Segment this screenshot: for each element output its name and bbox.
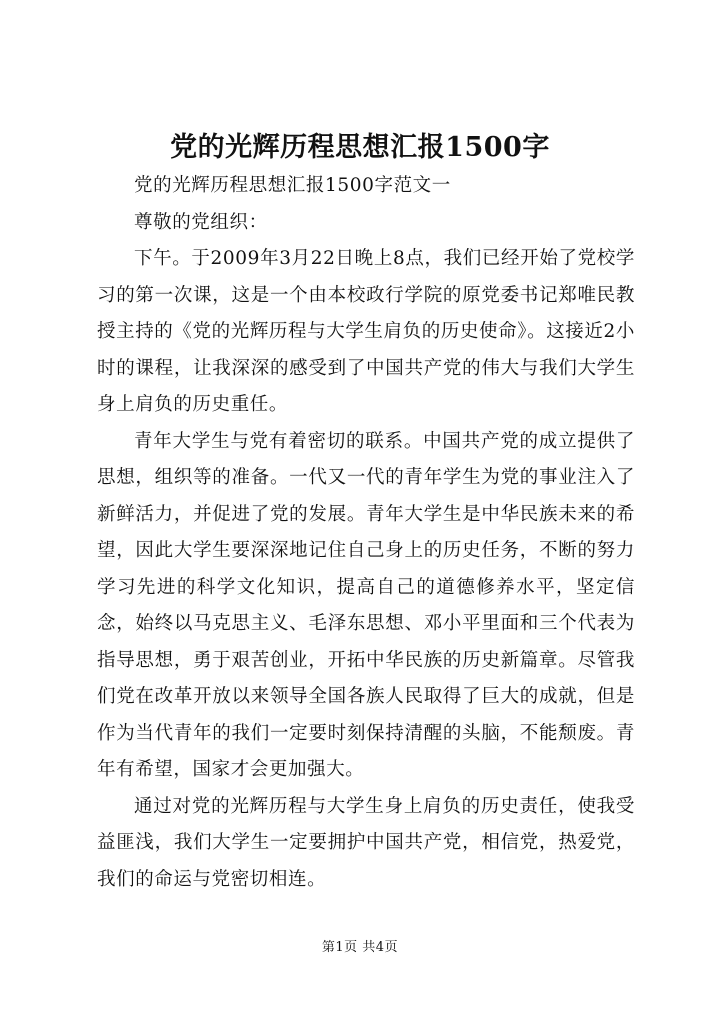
subtitle-paragraph: 党的光辉历程思想汇报1500字范文一 bbox=[134, 175, 451, 196]
document-body bbox=[97, 168, 635, 898]
body-paragraph: 青年大学生与党有着密切的联系。中国共产党的成立提供了思想，组织等的准备。一代又一代的青年学生为党的事业注入了新鲜活力，并促进了党的发展。青年大学生是中华民族未来的希望，因此大学生要深深地记住自己身上的历史任务，不断的努力学习先进的科学文化知识，提高自己的道德修养水平，坚定信念，始终以马克思主义、毛泽东思想、邓小平里面和三个代表为指导思想，勇于艰苦创业，开拓中华民族的历史新篇章。尽管我们党在改革开放以来领导全国各族人民取得了巨大的成就，但是作为当代青年的我们一定要时刻保持清醒的头脑，不能颓废。青年有希望，国家才会更加强大。 bbox=[97, 430, 635, 780]
body-paragraph: 通过对党的光辉历程与大学生身上肩负的历史责任，使我受益匪浅，我们大学生一定要拥护中国共产党，相信党，热爱党，我们的命运与党密切相连。 bbox=[97, 795, 635, 890]
document-title: 党的光辉历程思想汇报1500字 bbox=[170, 132, 550, 163]
salutation-paragraph: 尊敬的党组织： bbox=[134, 211, 268, 233]
page-number-footer: 第1页 共4页 bbox=[321, 940, 399, 955]
body-paragraph: 下午。于2009年3月22日晚上8点，我们已经开始了党校学习的第一次课，这是一个由本校政行学院的原党委书记郑唯民教授主持的《党的光辉历程与大学生肩负的历史使命》。这接近2小时的课程，让我深深的感受到了中国共产党的伟大与我们大学生身上肩负的历史重任。 bbox=[97, 248, 635, 415]
